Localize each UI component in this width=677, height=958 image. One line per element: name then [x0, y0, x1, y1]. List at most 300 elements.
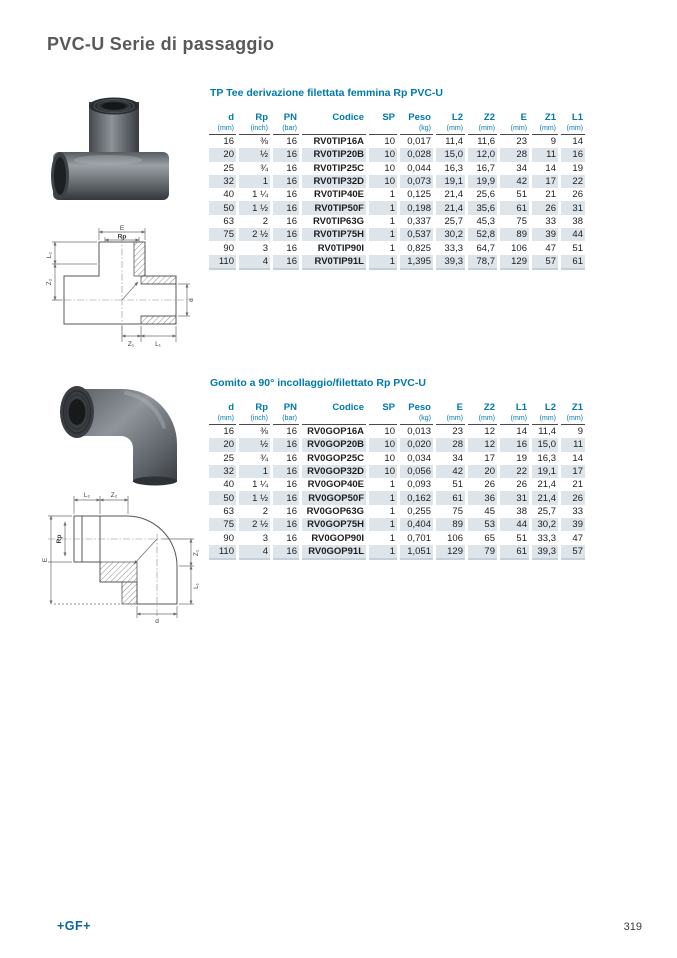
- table-cell: RV0GOP40E: [301, 478, 368, 491]
- elbow-fitting-photo: [46, 377, 188, 487]
- table-cell: 1: [368, 545, 399, 559]
- table-cell: 16: [272, 241, 301, 254]
- table-cell: 89: [499, 228, 531, 241]
- table-row: [209, 135, 585, 149]
- table-cell: 12: [467, 438, 499, 451]
- table-cell: 65: [467, 531, 499, 544]
- table-row: [209, 255, 585, 269]
- table-cell: RV0TIP90I: [301, 241, 368, 254]
- table-cell: RV0TIP16A: [301, 135, 368, 149]
- table-cell: 16: [272, 438, 301, 451]
- column-unit: (kg): [399, 124, 435, 135]
- table-cell: 16: [272, 201, 301, 214]
- table-cell: RV0TIP32D: [301, 175, 368, 188]
- table-cell: 11: [560, 438, 586, 451]
- table-cell: 47: [572, 532, 583, 544]
- column-unit: (mm): [560, 414, 586, 425]
- table-cell: 26: [560, 491, 586, 504]
- column-unit: (mm): [560, 124, 586, 135]
- table-cell: 30,2: [435, 228, 467, 241]
- table-row: [209, 148, 585, 161]
- table-cell: 1: [368, 228, 399, 241]
- table-cell: 0,404: [399, 518, 435, 531]
- table-cell: 0,825: [399, 241, 435, 254]
- table-cell: 32: [209, 175, 238, 188]
- column-header: Codice: [301, 112, 368, 124]
- table-cell: 61: [560, 255, 586, 269]
- table-cell: 28: [499, 148, 531, 161]
- table-row: [209, 175, 585, 188]
- table-cell: 79: [467, 545, 499, 559]
- table-cell: 14: [499, 425, 531, 439]
- table-cell: 19: [572, 162, 583, 174]
- table-cell: 1: [238, 465, 272, 478]
- table-cell: 16: [272, 215, 301, 228]
- table-cell: 44: [560, 228, 586, 241]
- table-cell: 0,162: [399, 491, 435, 504]
- table-cell: 2 ½: [238, 228, 272, 241]
- column-unit: (inch): [238, 124, 272, 135]
- table-cell: 12,0: [467, 148, 499, 161]
- table-cell: 4: [238, 545, 272, 559]
- column-unit: (kg): [399, 414, 435, 425]
- page-number: 319: [623, 921, 642, 933]
- column-header: SP: [368, 402, 399, 414]
- table-cell: 57: [560, 545, 586, 559]
- table-cell: 16,7: [467, 162, 499, 175]
- table-cell: RV0GOP16A: [301, 425, 368, 439]
- table-cell: 33,3: [435, 241, 467, 254]
- table-cell: 26: [531, 201, 560, 214]
- table-cell: 33: [531, 215, 560, 228]
- table-cell: 39,3: [435, 255, 467, 269]
- table-cell: RV0GOP25C: [301, 452, 368, 465]
- table-cell: 1: [368, 241, 399, 254]
- dim-label-E: E: [119, 225, 125, 232]
- table-cell: 16: [272, 135, 301, 149]
- table-cell: 89: [435, 518, 467, 531]
- table-cell: 34: [499, 162, 531, 175]
- column-unit: [368, 414, 399, 425]
- table-row: [209, 201, 585, 214]
- table-cell: 2: [238, 215, 272, 228]
- table-row: [209, 465, 585, 478]
- table-cell: 12: [467, 425, 499, 439]
- table-cell: 26: [499, 478, 531, 491]
- table-cell: 0,056: [399, 465, 435, 478]
- table-cell: 16: [272, 228, 301, 241]
- table-cell: 3: [238, 241, 272, 254]
- table-cell: 64,7: [467, 241, 499, 254]
- column-unit: [368, 124, 399, 135]
- table-cell: 0,044: [399, 162, 435, 175]
- column-unit: [301, 124, 368, 135]
- column-header: L1: [571, 112, 583, 123]
- tee-technical-drawing: [42, 224, 198, 356]
- table-cell: 10: [368, 465, 399, 478]
- table-cell: 1,395: [399, 255, 435, 269]
- table-cell: 40: [209, 188, 238, 201]
- table-cell: 3: [238, 531, 272, 544]
- table-cell: 15,0: [531, 438, 560, 451]
- table-cell: 0,020: [399, 438, 435, 451]
- column-header: Z1: [531, 112, 560, 124]
- table-cell: 21,4: [531, 491, 560, 504]
- table-cell: 16: [272, 531, 301, 544]
- table-cell: 16: [272, 518, 301, 531]
- column-unit: (mm): [435, 414, 467, 425]
- table-cell: 26: [467, 478, 499, 491]
- table-cell: 20: [209, 148, 238, 161]
- column-unit: [301, 414, 368, 425]
- column-unit: (inch): [238, 414, 272, 425]
- table-cell: 0,701: [399, 531, 435, 544]
- table-cell: 45,3: [467, 215, 499, 228]
- column-unit: (bar): [272, 124, 301, 135]
- table-cell: ⅜: [238, 135, 272, 149]
- table-cell: 16,3: [531, 452, 560, 465]
- table-cell: 39: [531, 228, 560, 241]
- column-header: Z1: [571, 402, 583, 413]
- table-cell: 10: [368, 425, 399, 439]
- column-header: L2: [435, 112, 467, 124]
- table-row: [209, 162, 585, 175]
- dim-label-d: d: [155, 618, 159, 624]
- table-cell: 16: [272, 175, 301, 188]
- table-cell: 129: [499, 255, 531, 269]
- table-cell: RV0TIP20B: [301, 148, 368, 161]
- table-cell: 21,4: [435, 188, 467, 201]
- table-cell: 129: [435, 545, 467, 559]
- table-row: [209, 452, 585, 465]
- table-cell: 19,9: [467, 175, 499, 188]
- column-header: Codice: [301, 402, 368, 414]
- table-cell: RV0GOP75H: [301, 518, 368, 531]
- column-unit: (mm): [531, 414, 560, 425]
- column-header: Peso: [399, 402, 435, 414]
- table-cell: 63: [209, 215, 238, 228]
- table-cell: 63: [209, 505, 238, 518]
- dim-label-Z2: Z₂: [46, 278, 53, 286]
- table-cell: 17: [531, 175, 560, 188]
- table-cell: 23: [499, 135, 531, 149]
- column-unit: (mm): [209, 124, 238, 135]
- table-cell: 10: [368, 175, 399, 188]
- table-cell: 16: [560, 148, 586, 161]
- table-cell: ½: [238, 148, 272, 161]
- table-cell: 10: [368, 162, 399, 175]
- table-cell: 50: [209, 201, 238, 214]
- table-cell: 19: [499, 452, 531, 465]
- column-unit: (mm): [435, 124, 467, 135]
- table-cell: 1: [238, 175, 272, 188]
- table-cell: 26: [572, 189, 583, 201]
- table-cell: 33: [572, 505, 583, 517]
- table-cell: 106: [435, 531, 467, 544]
- table-cell: 51: [499, 531, 531, 544]
- table-cell: 61: [499, 545, 531, 559]
- dim-label-Z2: Z₂: [110, 492, 118, 499]
- table-cell: 1: [368, 505, 399, 518]
- table-cell: 16: [272, 425, 301, 439]
- table-cell: 75: [435, 505, 467, 518]
- table-cell: 75: [499, 215, 531, 228]
- table-cell: 0,337: [399, 215, 435, 228]
- table-cell: 16: [272, 505, 301, 518]
- table-cell: 1: [368, 215, 399, 228]
- table-cell: 47: [531, 241, 560, 254]
- section-heading-tee: TP Tee derivazione filettata femmina Rp PVC-U: [210, 87, 443, 99]
- column-header: d: [209, 402, 238, 414]
- table-cell: 0,073: [399, 175, 435, 188]
- table-cell: 16: [272, 478, 301, 491]
- table-cell: 22: [499, 465, 531, 478]
- section-heading-elbow: Gomito a 90° incollaggio/filettato Rp PVC-U: [210, 377, 426, 389]
- table-cell: 1: [368, 518, 399, 531]
- column-header: PN: [272, 402, 301, 414]
- table-cell: 0,013: [399, 425, 435, 439]
- dim-label-Z1: Z₁: [193, 549, 200, 557]
- column-unit: (bar): [272, 414, 301, 425]
- table-cell: 10: [368, 148, 399, 161]
- dim-label-L1: L₁: [155, 341, 161, 348]
- table-cell: 1 ¼: [238, 188, 272, 201]
- table-cell: 110: [209, 545, 238, 559]
- table-cell: 16: [272, 465, 301, 478]
- table-cell: 2: [238, 505, 272, 518]
- table-cell: RV0TIP25C: [301, 162, 368, 175]
- table-row: [209, 545, 585, 559]
- table-cell: 9: [577, 426, 583, 438]
- column-unit: (mm): [467, 124, 499, 135]
- table-cell: RV0TIP75H: [301, 228, 368, 241]
- table-cell: 16,3: [435, 162, 467, 175]
- table-cell: 52,8: [467, 228, 499, 241]
- table-cell: 22: [560, 175, 586, 188]
- table-cell: RV0GOP90I: [301, 531, 368, 544]
- dim-label-L2: L₂: [83, 492, 91, 499]
- table-cell: 30,2: [531, 518, 560, 531]
- table-row: [209, 188, 585, 201]
- table-cell: 11,4: [435, 135, 467, 149]
- table-cell: 38: [499, 505, 531, 518]
- table-cell: 4: [238, 255, 272, 269]
- table-cell: 106: [499, 241, 531, 254]
- table-row: [209, 438, 585, 451]
- table-cell: 1,051: [399, 545, 435, 559]
- table-cell: 25,7: [435, 215, 467, 228]
- column-unit: (mm): [499, 124, 531, 135]
- table-cell: 45: [467, 505, 499, 518]
- table-cell: 110: [209, 255, 238, 269]
- table-cell: RV0TIP40E: [301, 188, 368, 201]
- table-cell: RV0GOP32D: [301, 465, 368, 478]
- table-cell: 21: [572, 479, 583, 491]
- table-cell: 25,7: [531, 505, 560, 518]
- table-cell: 51: [499, 188, 531, 201]
- table-cell: 1: [368, 531, 399, 544]
- elbow-technical-drawing: [42, 486, 202, 624]
- table-cell: 2 ½: [238, 518, 272, 531]
- table-cell: 16: [272, 452, 301, 465]
- table-cell: 78,7: [467, 255, 499, 269]
- table-cell: 61: [499, 201, 531, 214]
- table-cell: 1: [368, 491, 399, 504]
- table-cell: 0,034: [399, 452, 435, 465]
- table-cell: 31: [560, 201, 586, 214]
- table-cell: ¾: [238, 162, 272, 175]
- table-cell: ⅜: [238, 425, 272, 439]
- column-header: d: [209, 112, 238, 124]
- table-cell: 33,3: [531, 531, 560, 544]
- table-row: [209, 531, 585, 544]
- table-cell: 14: [531, 162, 560, 175]
- column-unit: (mm): [499, 414, 531, 425]
- column-header: SP: [368, 112, 399, 124]
- table-cell: 1: [368, 188, 399, 201]
- table-cell: 0,125: [399, 188, 435, 201]
- table-cell: RV0TIP91L: [301, 255, 368, 269]
- table-cell: 42: [435, 465, 467, 478]
- column-header: Rp: [238, 112, 272, 124]
- table-cell: 39: [560, 518, 586, 531]
- gf-logo: +GF+: [57, 919, 91, 933]
- table-cell: 10: [368, 452, 399, 465]
- table-cell: 16: [272, 148, 301, 161]
- table-cell: 34: [435, 452, 467, 465]
- table-cell: 14: [572, 136, 583, 148]
- column-unit: (mm): [467, 414, 499, 425]
- table-cell: 0,028: [399, 148, 435, 161]
- table-cell: 16: [209, 135, 238, 149]
- table-cell: 51: [435, 478, 467, 491]
- table-cell: 75: [209, 228, 238, 241]
- table-cell: 0,255: [399, 505, 435, 518]
- table-cell: ½: [238, 438, 272, 451]
- table-cell: 1: [368, 478, 399, 491]
- table-cell: 25: [209, 452, 238, 465]
- table-cell: 21: [531, 188, 560, 201]
- table-cell: 90: [209, 531, 238, 544]
- dim-label-Rp: Rp: [117, 233, 127, 241]
- table-row: [209, 478, 585, 491]
- table-cell: 25: [209, 162, 238, 175]
- table-cell: 31: [499, 491, 531, 504]
- table-cell: 0,198: [399, 201, 435, 214]
- table-cell: 17: [467, 452, 499, 465]
- table-cell: 19,1: [435, 175, 467, 188]
- table-cell: 1 ½: [238, 201, 272, 214]
- column-header: Z2: [467, 112, 499, 124]
- table-cell: 28: [435, 438, 467, 451]
- table-cell: 20: [209, 438, 238, 451]
- table-cell: 90: [209, 241, 238, 254]
- table-cell: 1: [368, 255, 399, 269]
- table-cell: 57: [531, 255, 560, 269]
- table-cell: RV0GOP20B: [301, 438, 368, 451]
- table-row: [209, 228, 585, 241]
- table-cell: ¾: [238, 452, 272, 465]
- dim-label-E: E: [42, 557, 49, 563]
- table-row: [209, 518, 585, 531]
- dim-label-L1: L₁: [193, 583, 200, 589]
- table-cell: 11: [531, 148, 560, 161]
- table-cell: 16: [272, 188, 301, 201]
- dim-label-L2: L₂: [46, 251, 53, 259]
- table-cell: 51: [572, 242, 583, 254]
- table-cell: 21,4: [435, 201, 467, 214]
- table-cell: 20: [467, 465, 499, 478]
- column-header: Peso: [399, 112, 435, 124]
- table-cell: 53: [467, 518, 499, 531]
- column-header: Rp: [238, 402, 272, 414]
- tee-fitting-photo: [48, 96, 174, 206]
- table-cell: 15,0: [435, 148, 467, 161]
- table-cell: 38: [572, 215, 583, 227]
- table-cell: 25,6: [467, 188, 499, 201]
- table-cell: 1 ¼: [238, 478, 272, 491]
- column-header: PN: [272, 112, 301, 124]
- column-header: Z2: [467, 402, 499, 414]
- column-header: E: [499, 112, 531, 124]
- table-cell: 10: [368, 438, 399, 451]
- table-cell: 16: [499, 438, 531, 451]
- table-cell: 0,537: [399, 228, 435, 241]
- dim-label-Rp: Rp: [56, 534, 63, 544]
- table-cell: 10: [368, 135, 399, 149]
- table-cell: RV0TIP63G: [301, 215, 368, 228]
- table-cell: RV0GOP91L: [301, 545, 368, 559]
- table-cell: 0,093: [399, 478, 435, 491]
- table-cell: 14: [572, 452, 583, 464]
- table-cell: 61: [435, 491, 467, 504]
- table-cell: 11,4: [531, 425, 560, 439]
- table-cell: 16: [272, 255, 301, 269]
- table-row: [209, 241, 585, 254]
- table-cell: 16: [209, 425, 238, 439]
- table-cell: 0,017: [399, 135, 435, 149]
- table-row: [209, 491, 585, 504]
- table-cell: 23: [435, 425, 467, 439]
- tee-dimensions-table: [209, 112, 585, 270]
- table-cell: RV0TIP50F: [301, 201, 368, 214]
- table-cell: 16: [272, 162, 301, 175]
- table-cell: 40: [209, 478, 238, 491]
- table-cell: 44: [499, 518, 531, 531]
- table-row: [209, 505, 585, 518]
- table-cell: 32: [209, 465, 238, 478]
- table-cell: 50: [209, 491, 238, 504]
- table-cell: 11,6: [467, 135, 499, 149]
- table-cell: 16: [272, 545, 301, 559]
- column-unit: (mm): [531, 124, 560, 135]
- table-cell: 17: [560, 465, 586, 478]
- table-cell: 1 ½: [238, 491, 272, 504]
- table-row: [209, 425, 585, 439]
- table-cell: 19,1: [531, 465, 560, 478]
- elbow-dimensions-table: [209, 402, 585, 560]
- table-cell: 36: [467, 491, 499, 504]
- page-title: PVC-U Serie di passaggio: [47, 34, 275, 54]
- column-header: L2: [531, 402, 560, 414]
- table-cell: 75: [209, 518, 238, 531]
- table-cell: 35,6: [467, 201, 499, 214]
- column-header: E: [435, 402, 467, 414]
- dim-label-Z1: Z₁: [127, 341, 135, 348]
- dim-label-d: d: [188, 298, 195, 302]
- table-cell: RV0GOP50F: [301, 491, 368, 504]
- table-cell: 39,3: [531, 545, 560, 559]
